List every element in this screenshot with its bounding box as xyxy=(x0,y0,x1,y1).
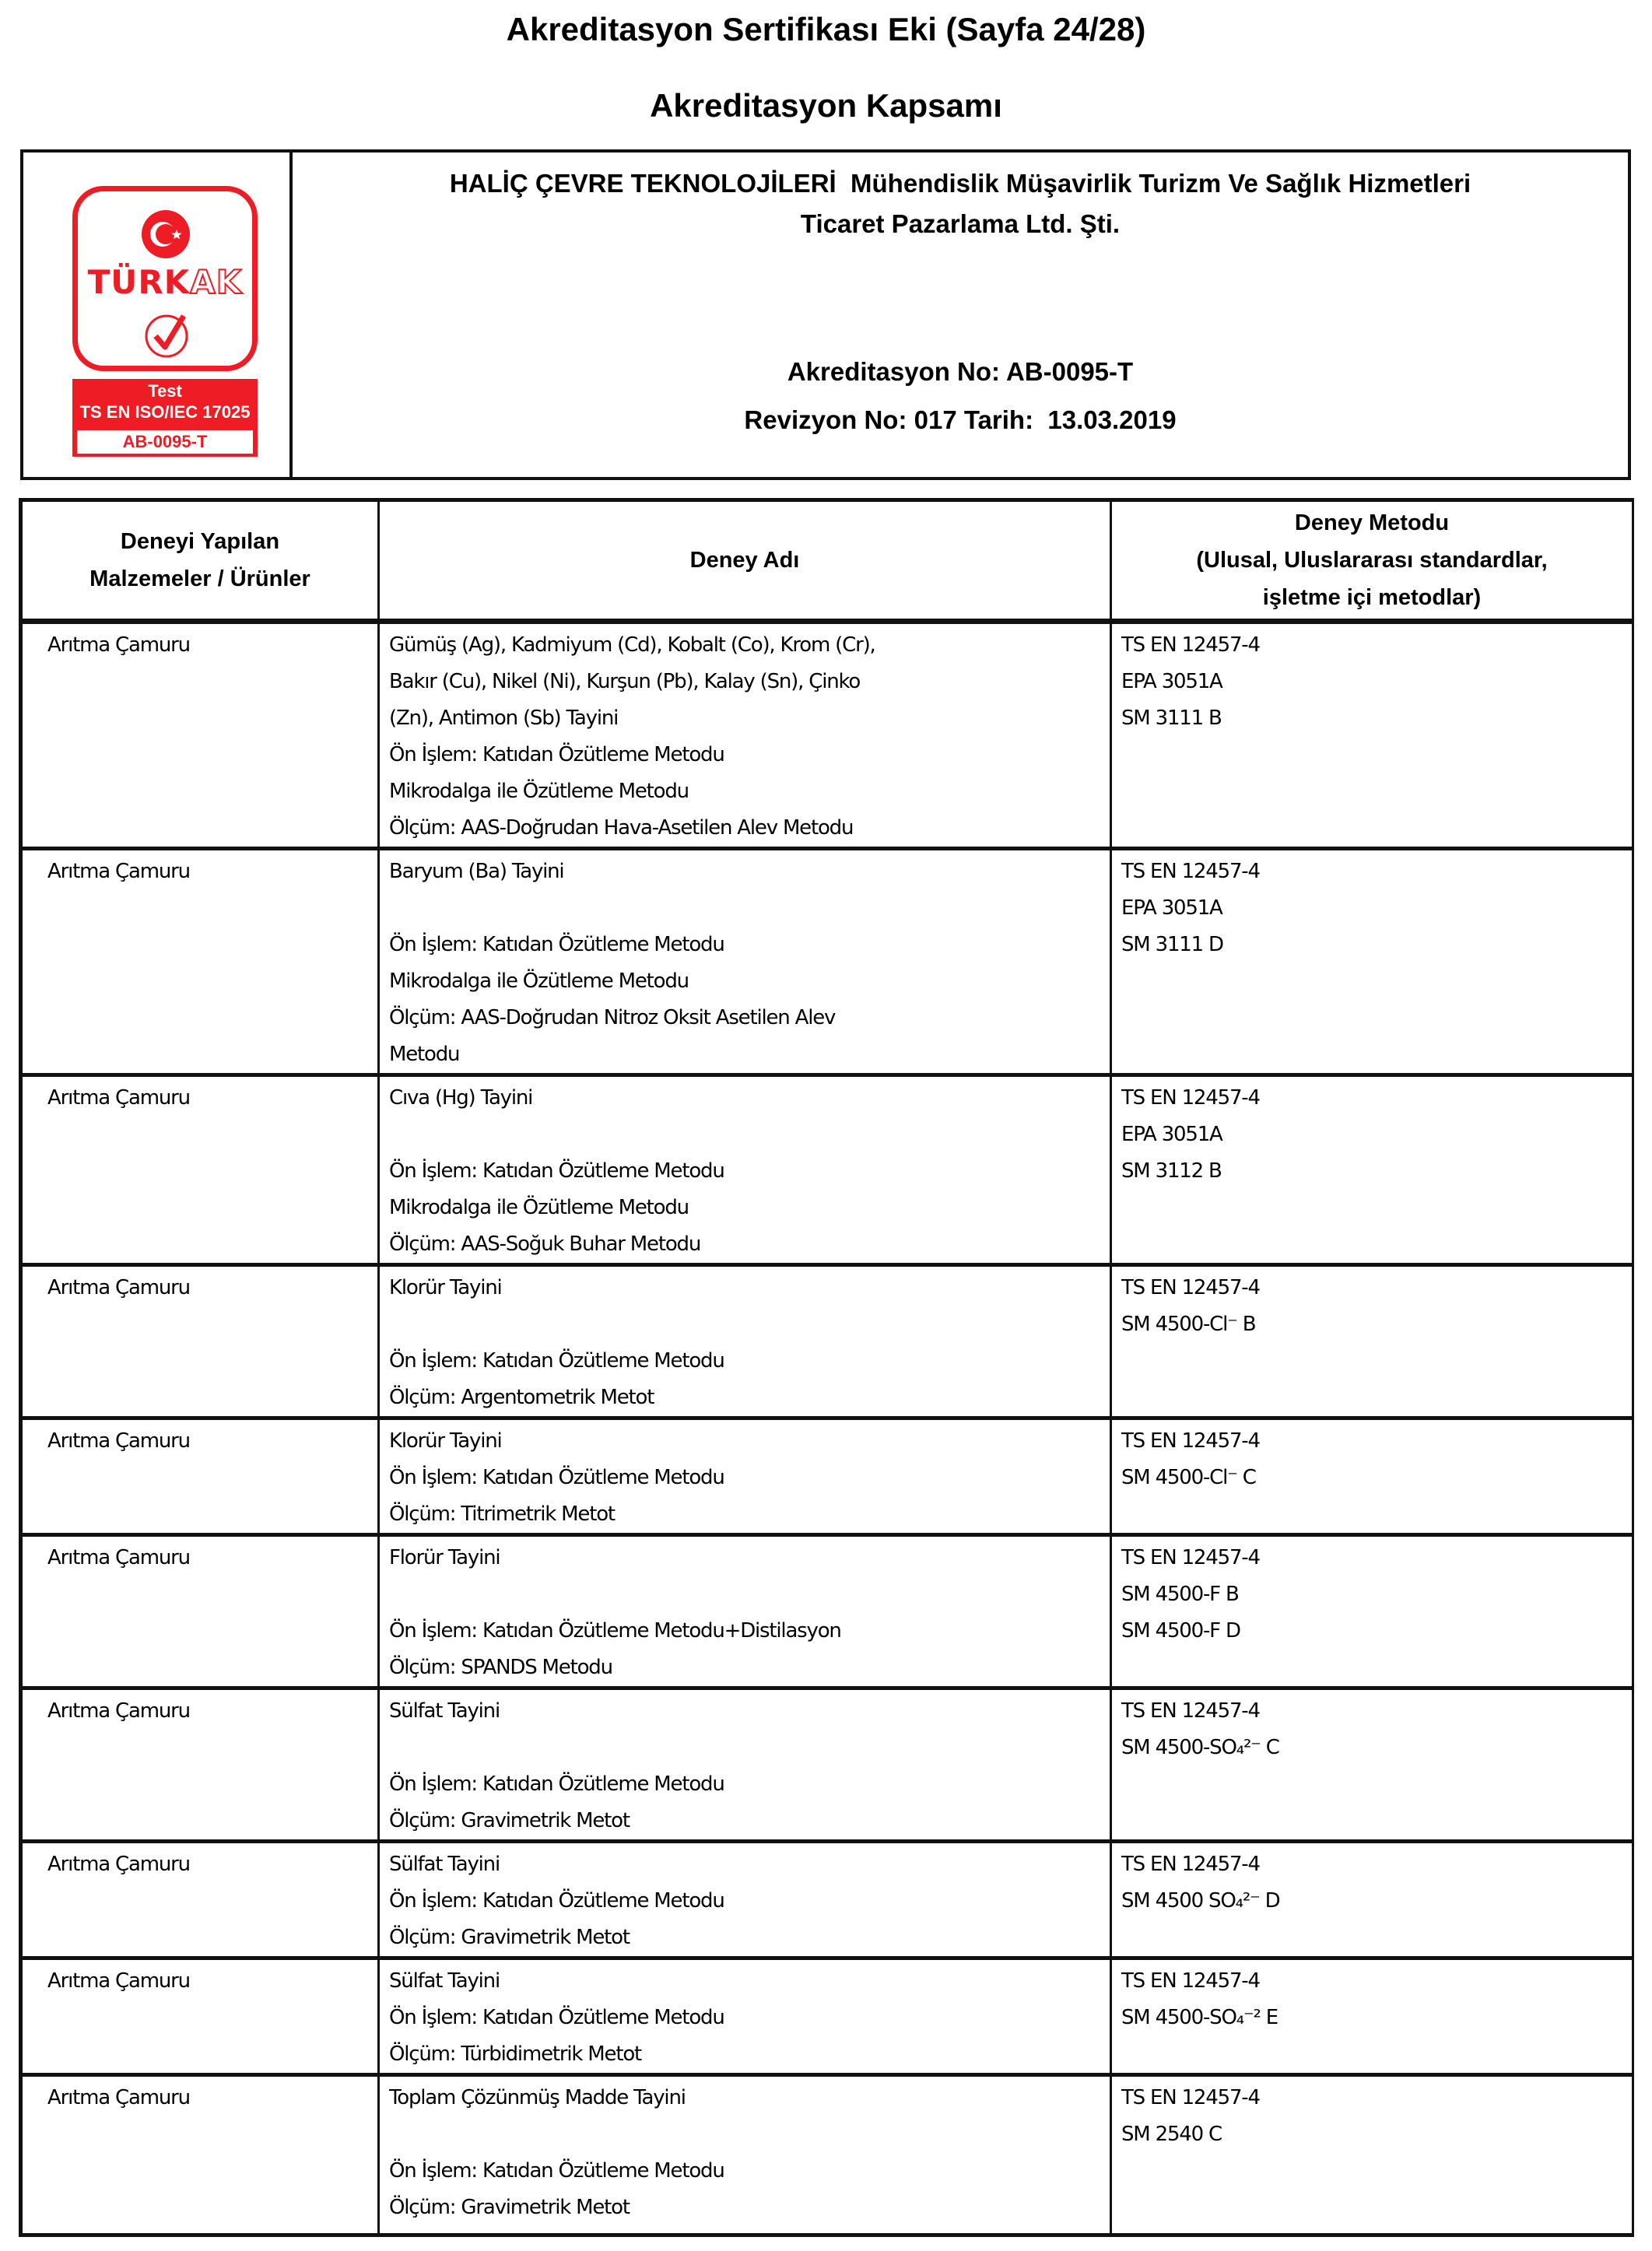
method-standard: TS EN 12457-4 xyxy=(1121,1699,1260,1723)
method-standard: TS EN 12457-4 xyxy=(1121,1429,1260,1453)
test-name-cell xyxy=(379,1842,1111,1958)
organization-info xyxy=(293,153,1628,477)
method-standard: EPA 3051A xyxy=(1121,1123,1222,1146)
test-name-cell xyxy=(379,1958,1111,2075)
method-standard: SM 4500-Cl⁻ C xyxy=(1121,1466,1256,1489)
material-cell xyxy=(21,1688,379,1842)
turkak-logo-cell xyxy=(23,153,293,477)
accreditation-id-badge: AB-0095-T xyxy=(77,430,253,454)
column-header-line: işletme içi metodlar) xyxy=(1262,585,1482,610)
test-name-line: Ön İşlem: Katıdan Özütleme Metodu xyxy=(389,2006,724,2029)
test-name-line: Ölçüm: AAS-Doğrudan Nitroz Oksit Asetilen Alev xyxy=(389,1006,836,1029)
material-label: Arıtma Çamuru xyxy=(47,1276,190,1299)
material-label: Arıtma Çamuru xyxy=(47,1969,190,1993)
column-header-line: Deney Adı xyxy=(689,548,800,573)
test-name-line: Ölçüm: AAS-Doğrudan Hava-Asetilen Alev Metodu xyxy=(389,816,854,840)
test-name-line: (Zn), Antimon (Sb) Tayini xyxy=(389,707,619,730)
test-name-line: Cıva (Hg) Tayini xyxy=(389,1086,533,1110)
test-name-cell xyxy=(379,622,1111,849)
method-cell xyxy=(1111,1265,1633,1418)
table-row xyxy=(21,849,1633,1075)
method-standard: TS EN 12457-4 xyxy=(1121,633,1260,657)
method-standard: TS EN 12457-4 xyxy=(1121,1853,1260,1876)
material-cell xyxy=(21,1958,379,2075)
test-name-line: Mikrodalga ile Özütleme Metodu xyxy=(389,780,689,803)
material-cell xyxy=(21,1265,379,1418)
table-row xyxy=(21,1265,1633,1418)
material-label: Arıtma Çamuru xyxy=(47,1546,190,1569)
material-cell xyxy=(21,849,379,1075)
test-name-line: Mikrodalga ile Özütleme Metodu xyxy=(389,1196,689,1219)
table-row xyxy=(21,1842,1633,1958)
column-header-test-name xyxy=(379,500,1111,622)
method-standard: SM 4500-F D xyxy=(1121,1619,1240,1643)
table-row xyxy=(21,1535,1633,1688)
test-name-line: Sülfat Tayini xyxy=(389,1853,500,1876)
table-header-row xyxy=(21,500,1633,622)
accreditation-header xyxy=(20,149,1631,480)
method-standard: TS EN 12457-4 xyxy=(1121,860,1260,883)
method-standard: SM 2540 C xyxy=(1121,2123,1222,2146)
test-name-cell xyxy=(379,1688,1111,1842)
test-name-line: Ölçüm: Türbidimetrik Metot xyxy=(389,2042,642,2066)
test-name-line: Gümüş (Ag), Kadmiyum (Cd), Kobalt (Co), Krom (Cr), xyxy=(389,633,875,657)
test-name-line xyxy=(389,1306,1102,1343)
organization-name: HALİÇ ÇEVRE TEKNOLOJİLERİ Mühendislik Müşavirlik Turizm Ve Sağlık Hizmetleri xyxy=(449,169,1471,198)
material-label: Arıtma Çamuru xyxy=(47,1429,190,1453)
test-name-line: Mikrodalga ile Özütleme Metodu xyxy=(389,969,689,993)
checkmark-circle-icon xyxy=(143,308,195,359)
test-name-line: Sülfat Tayini xyxy=(389,1969,500,1993)
method-standard: SM 4500 SO₄²⁻ D xyxy=(1121,1889,1280,1913)
test-name-line: Ön İşlem: Katıdan Özütleme Metodu xyxy=(389,1349,724,1373)
method-cell xyxy=(1111,1075,1633,1265)
test-name-line: Ön İşlem: Katıdan Özütleme Metodu xyxy=(389,1159,724,1183)
method-standard: SM 3112 B xyxy=(1121,1159,1222,1183)
method-cell xyxy=(1111,1418,1633,1535)
test-name-cell xyxy=(379,1075,1111,1265)
method-standard: EPA 3051A xyxy=(1121,670,1222,693)
method-standard: TS EN 12457-4 xyxy=(1121,1969,1260,1993)
test-name-line: Ön İşlem: Katıdan Özütleme Metodu xyxy=(389,743,724,766)
test-name-line xyxy=(389,1730,1102,1766)
method-cell xyxy=(1111,2075,1633,2235)
test-name-line: Ölçüm: Argentometrik Metot xyxy=(389,1386,654,1409)
material-cell xyxy=(21,1842,379,1958)
method-standard: TS EN 12457-4 xyxy=(1121,1546,1260,1569)
material-cell xyxy=(21,1418,379,1535)
method-standard: SM 3111 B xyxy=(1121,707,1222,730)
test-name-cell xyxy=(379,2075,1111,2235)
page-subtitle: Akreditasyon Kapsamı xyxy=(650,87,1002,124)
test-name-line: Ön İşlem: Katıdan Özütleme Metodu xyxy=(389,1889,724,1913)
test-name-line: Ölçüm: Titrimetrik Metot xyxy=(389,1502,615,1526)
test-name-line: Ön İşlem: Katıdan Özütleme Metodu xyxy=(389,1466,724,1489)
table-row xyxy=(21,622,1633,849)
material-cell xyxy=(21,1535,379,1688)
material-label: Arıtma Çamuru xyxy=(47,1853,190,1876)
test-name-line xyxy=(389,2116,1102,2153)
accreditation-band: Test TS EN ISO/IEC 17025 AB-0095-T xyxy=(72,379,258,457)
test-name-line: Toplam Çözünmüş Madde Tayini xyxy=(389,2086,686,2109)
material-cell xyxy=(21,2075,379,2235)
test-name-line: Ön İşlem: Katıdan Özütleme Metodu+Distilasyon xyxy=(389,1619,841,1643)
test-name-line: Metodu xyxy=(389,1043,460,1066)
table-row xyxy=(21,1688,1633,1842)
test-name-line xyxy=(389,890,1102,927)
test-name-line: Ölçüm: Gravimetrik Metot xyxy=(389,2196,630,2219)
test-name-line xyxy=(389,1576,1102,1613)
organization-name-cont: Ticaret Pazarlama Ltd. Şti. xyxy=(800,209,1121,238)
material-cell xyxy=(21,622,379,849)
method-standard: EPA 3051A xyxy=(1121,896,1222,920)
method-cell xyxy=(1111,849,1633,1075)
test-name-cell xyxy=(379,1265,1111,1418)
column-header-line: (Ulusal, Uluslararası standardlar, xyxy=(1196,548,1548,573)
test-name-line: Ölçüm: Gravimetrik Metot xyxy=(389,1926,630,1949)
material-label: Arıtma Çamuru xyxy=(47,1086,190,1110)
scope-table xyxy=(19,498,1634,2237)
method-standard: SM 4500-F B xyxy=(1121,1583,1239,1606)
page-title: Akreditasyon Sertifikası Eki (Sayfa 24/28) xyxy=(506,11,1146,47)
accreditation-number: Akreditasyon No: AB-0095-T xyxy=(787,357,1134,386)
method-standard: SM 4500-SO₄²⁻ C xyxy=(1121,1736,1279,1759)
table-row xyxy=(21,1958,1633,2075)
test-name-line: Klorür Tayini xyxy=(389,1276,502,1299)
test-name-cell xyxy=(379,849,1111,1075)
method-cell xyxy=(1111,1958,1633,2075)
crescent-star-icon xyxy=(142,210,190,258)
turkak-logo xyxy=(72,186,258,371)
method-cell xyxy=(1111,1535,1633,1688)
test-name-line: Sülfat Tayini xyxy=(389,1699,500,1723)
method-standard: SM 3111 D xyxy=(1121,933,1223,956)
test-name-line: Ön İşlem: Katıdan Özütleme Metodu xyxy=(389,1772,724,1796)
test-name-line: Ölçüm: AAS-Soğuk Buhar Metodu xyxy=(389,1232,701,1256)
method-standard: SM 4500-SO₄⁻² E xyxy=(1121,2006,1278,2029)
method-cell xyxy=(1111,1842,1633,1958)
column-header-line: Malzemeler / Ürünler xyxy=(89,566,310,591)
test-name-cell xyxy=(379,1418,1111,1535)
test-name-line: Ön İşlem: Katıdan Özütleme Metodu xyxy=(389,2159,724,2183)
material-cell xyxy=(21,1075,379,1265)
material-label: Arıtma Çamuru xyxy=(47,2086,190,2109)
material-label: Arıtma Çamuru xyxy=(47,1699,190,1723)
column-header-line: Deney Metodu xyxy=(1294,510,1450,535)
test-name-line: Ölçüm: SPANDS Metodu xyxy=(389,1656,612,1679)
revision-info: Revizyon No: 017 Tarih: 13.03.2019 xyxy=(744,405,1177,434)
test-name-cell xyxy=(379,1535,1111,1688)
test-name-line: Ön İşlem: Katıdan Özütleme Metodu xyxy=(389,933,724,956)
column-header-material xyxy=(21,500,379,622)
table-row xyxy=(21,1075,1633,1265)
column-header-line: Deneyi Yapılan xyxy=(120,529,280,554)
method-cell xyxy=(1111,1688,1633,1842)
test-name-line xyxy=(389,1117,1102,1153)
method-standard: SM 4500-Cl⁻ B xyxy=(1121,1313,1256,1336)
test-name-line: Baryum (Ba) Tayini xyxy=(389,860,564,883)
test-name-line: Florür Tayini xyxy=(389,1546,500,1569)
test-name-line: Ölçüm: Gravimetrik Metot xyxy=(389,1809,630,1832)
test-name-line: Bakır (Cu), Nikel (Ni), Kurşun (Pb), Kalay (Sn), Çinko xyxy=(389,670,861,693)
method-standard: TS EN 12457-4 xyxy=(1121,1276,1260,1299)
table-row xyxy=(21,1418,1633,1535)
material-label: Arıtma Çamuru xyxy=(47,633,190,657)
method-standard: TS EN 12457-4 xyxy=(1121,2086,1260,2109)
test-name-line: Klorür Tayini xyxy=(389,1429,502,1453)
method-cell xyxy=(1111,622,1633,849)
method-standard: TS EN 12457-4 xyxy=(1121,1086,1260,1110)
table-row xyxy=(21,2075,1633,2235)
column-header-method xyxy=(1111,500,1633,622)
turkak-wordmark: TÜRKAK xyxy=(87,263,243,301)
material-label: Arıtma Çamuru xyxy=(47,860,190,883)
